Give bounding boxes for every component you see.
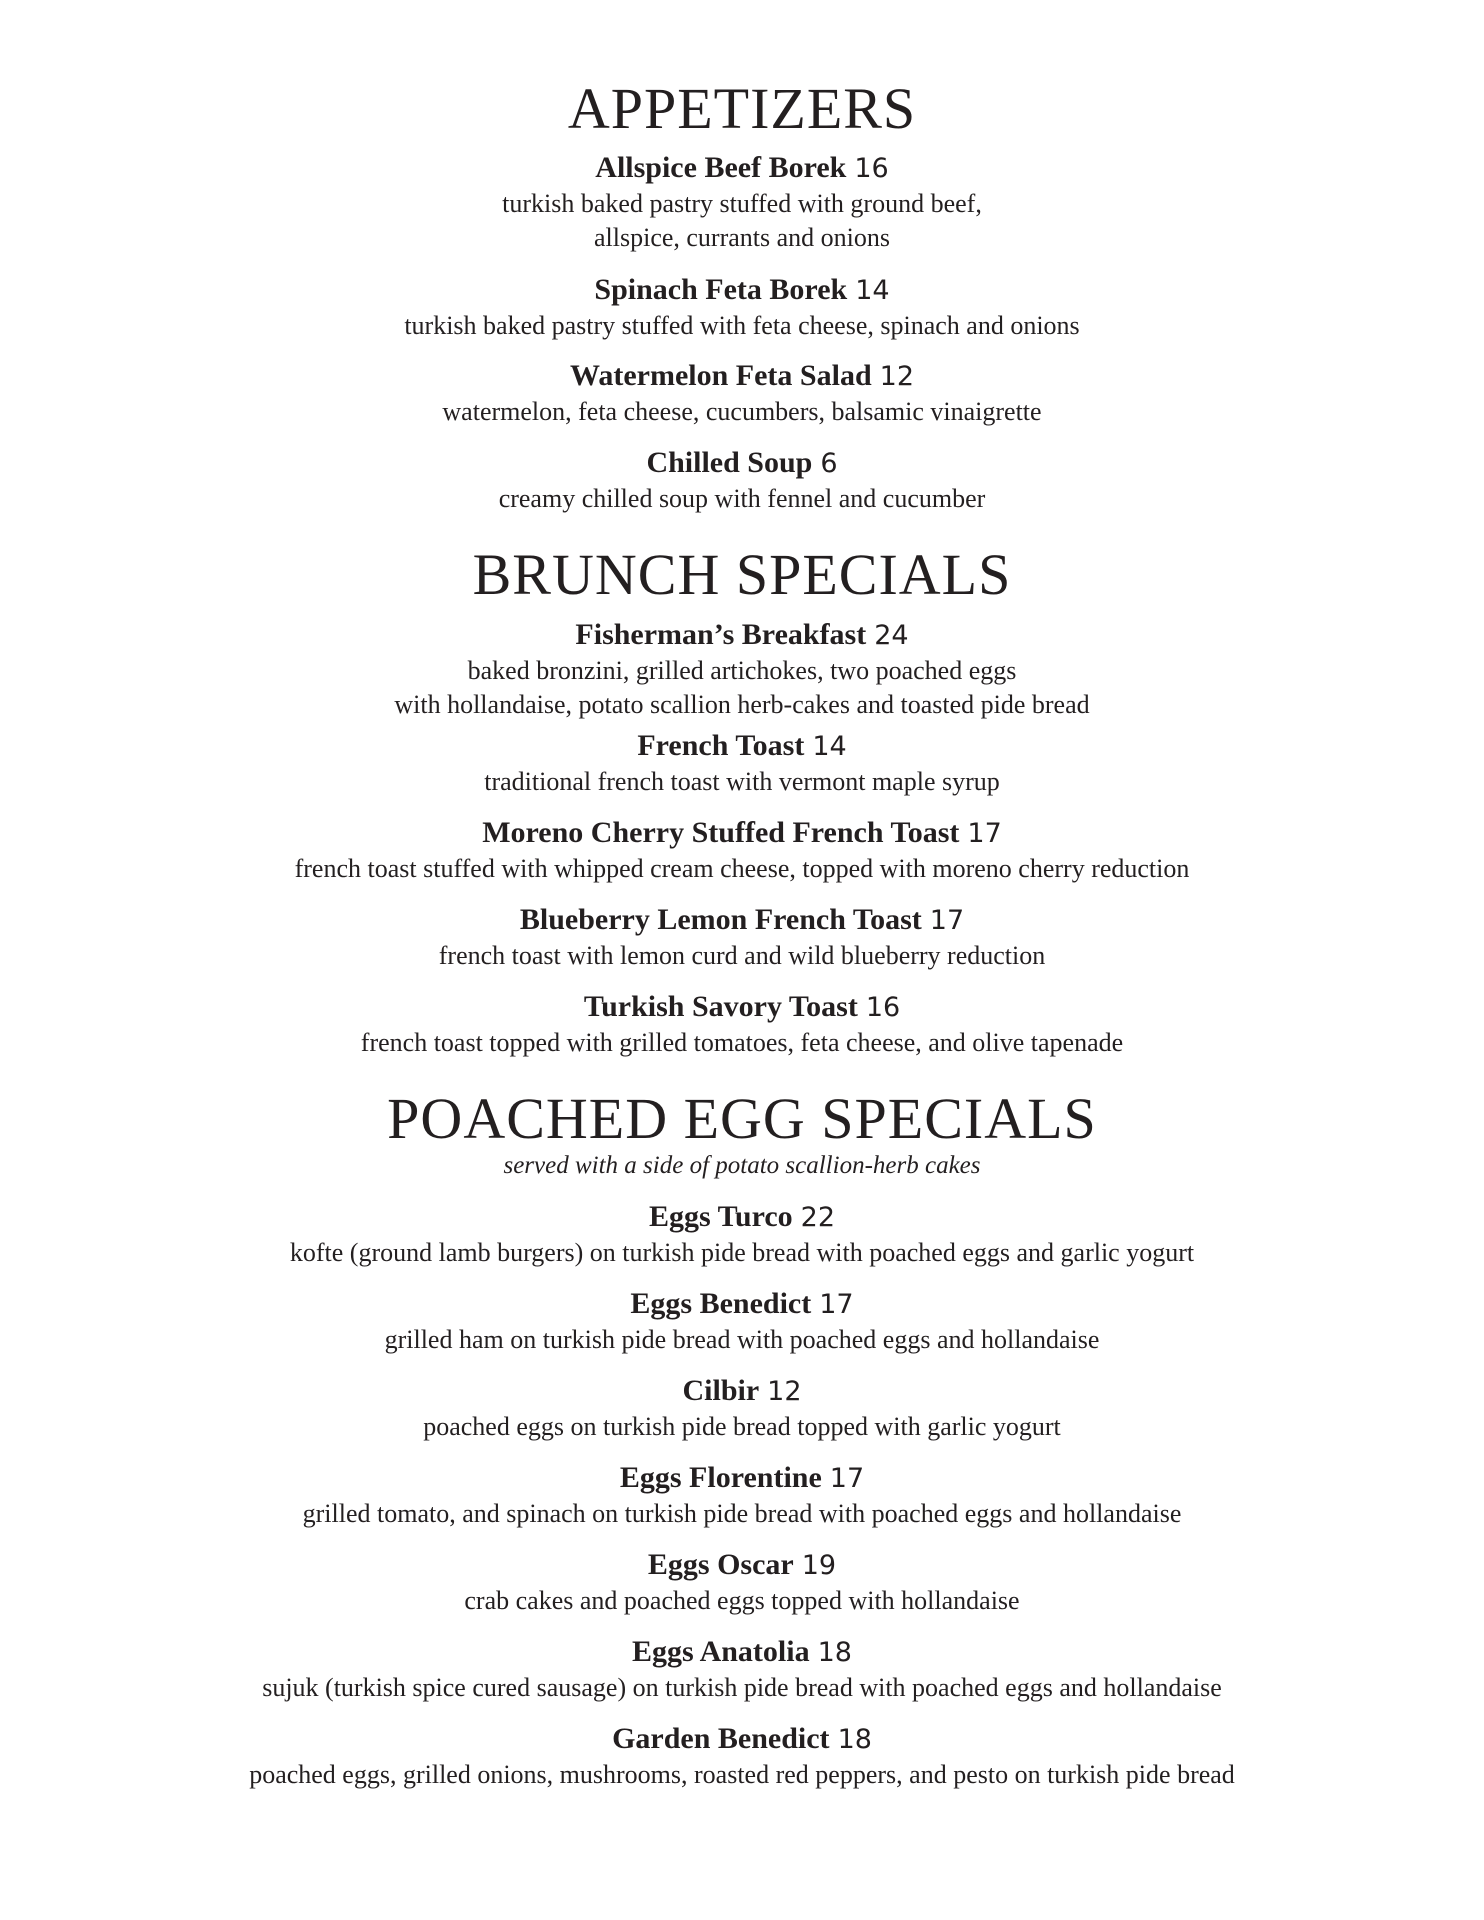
item-name: Moreno Cherry Stuffed French Toast [482,816,960,849]
section-subtitle: served with a side of potato scallion-herb cakes [503,1152,981,1179]
item-name: Watermelon Feta Salad [570,359,872,392]
menu-item [0,1199,1484,1270]
menu-item [0,989,1484,1060]
menu-item [0,815,1484,886]
menu-item [0,1721,1484,1792]
menu-item [0,1460,1484,1531]
item-price: 16 [865,992,901,1023]
item-name: Blueberry Lemon French Toast [519,903,922,936]
menu-item [0,1634,1484,1705]
item-description: sujuk (turkish spice cured sausage) on turkish pide bread with poached eggs and hollandaise [262,1673,1222,1702]
item-description: poached eggs on turkish pide bread topped with garlic yogurt [423,1412,1061,1441]
item-name: Chilled Soup [646,446,813,479]
item-price: 17 [819,1289,854,1320]
item-name: Eggs Oscar [647,1548,794,1581]
item-price: 19 [801,1550,837,1581]
item-description: french toast stuffed with whipped cream cheese, topped with moreno cherry reduction [294,854,1190,883]
item-name: Cilbir [682,1374,760,1407]
item-description: french toast topped with grilled tomatoes, feta cheese, and olive tapenade [360,1028,1124,1057]
item-name: Eggs Anatolia [632,1635,810,1668]
item-name: Allspice Beef Borek [595,151,847,184]
item-price: 12 [879,361,914,392]
menu-item [0,1547,1484,1618]
item-description: kofte (ground lamb burgers) on turkish pide bread with poached eggs and garlic yogurt [289,1238,1195,1267]
menu-item [0,728,1484,799]
item-price: 14 [812,731,847,762]
menu-item [0,358,1484,429]
item-description: creamy chilled soup with fennel and cucumber [498,484,986,513]
item-price: 12 [767,1376,802,1407]
item-description: poached eggs, grilled onions, mushrooms, roasted red peppers, and pesto on turkish pide bread [249,1760,1235,1789]
item-description: grilled tomato, and spinach on turkish pide bread with poached eggs and hollandaise [302,1499,1182,1528]
item-name: Fisherman’s Breakfast [575,618,867,651]
item-name: French Toast [637,729,805,762]
section-heading-brunch-specials: BRUNCH SPECIALS [472,542,1012,607]
menu-item [0,1373,1484,1444]
item-price: 18 [837,1724,872,1755]
item-price: 24 [874,620,909,651]
menu-item [0,902,1484,973]
item-description: turkish baked pastry stuffed with feta cheese, spinach and onions [404,311,1080,340]
item-name: Eggs Benedict [630,1287,812,1320]
section-heading-poached-egg-specials: POACHED EGG SPECIALS [387,1086,1097,1151]
menu-item [0,445,1484,516]
menu-item [0,272,1484,343]
item-description: grilled ham on turkish pide bread with poached eggs and hollandaise [384,1325,1100,1354]
item-price: 17 [967,818,1002,849]
item-description: french toast with lemon curd and wild blueberry reduction [438,941,1046,970]
section-heading-appetizers: APPETIZERS [567,76,917,141]
item-name: Garden Benedict [612,1722,830,1755]
item-name: Turkish Savory Toast [583,990,858,1023]
item-description: turkish baked pastry stuffed with ground beef, allspice, currants and onions [502,189,982,252]
item-description: traditional french toast with vermont maple syrup [484,767,1000,796]
item-description: crab cakes and poached eggs topped with hollandaise [464,1586,1020,1615]
item-price: 6 [820,448,838,479]
menu-item [0,150,1484,255]
item-price: 16 [854,153,889,184]
menu-item [0,617,1484,722]
item-name: Spinach Feta Borek [594,273,848,306]
item-description: baked bronzini, grilled artichokes, two poached eggs with hollandaise, potato scallion herb-cakes and toasted pide bread [394,656,1090,719]
item-price: 17 [929,905,965,936]
item-price: 14 [855,275,890,306]
item-description: watermelon, feta cheese, cucumbers, balsamic vinaigrette [442,397,1042,426]
item-price: 18 [817,1637,852,1668]
item-price: 17 [829,1463,865,1494]
item-price: 22 [800,1202,836,1233]
item-name: Eggs Turco [648,1200,793,1233]
menu-item [0,1286,1484,1357]
item-name: Eggs Florentine [619,1461,822,1494]
